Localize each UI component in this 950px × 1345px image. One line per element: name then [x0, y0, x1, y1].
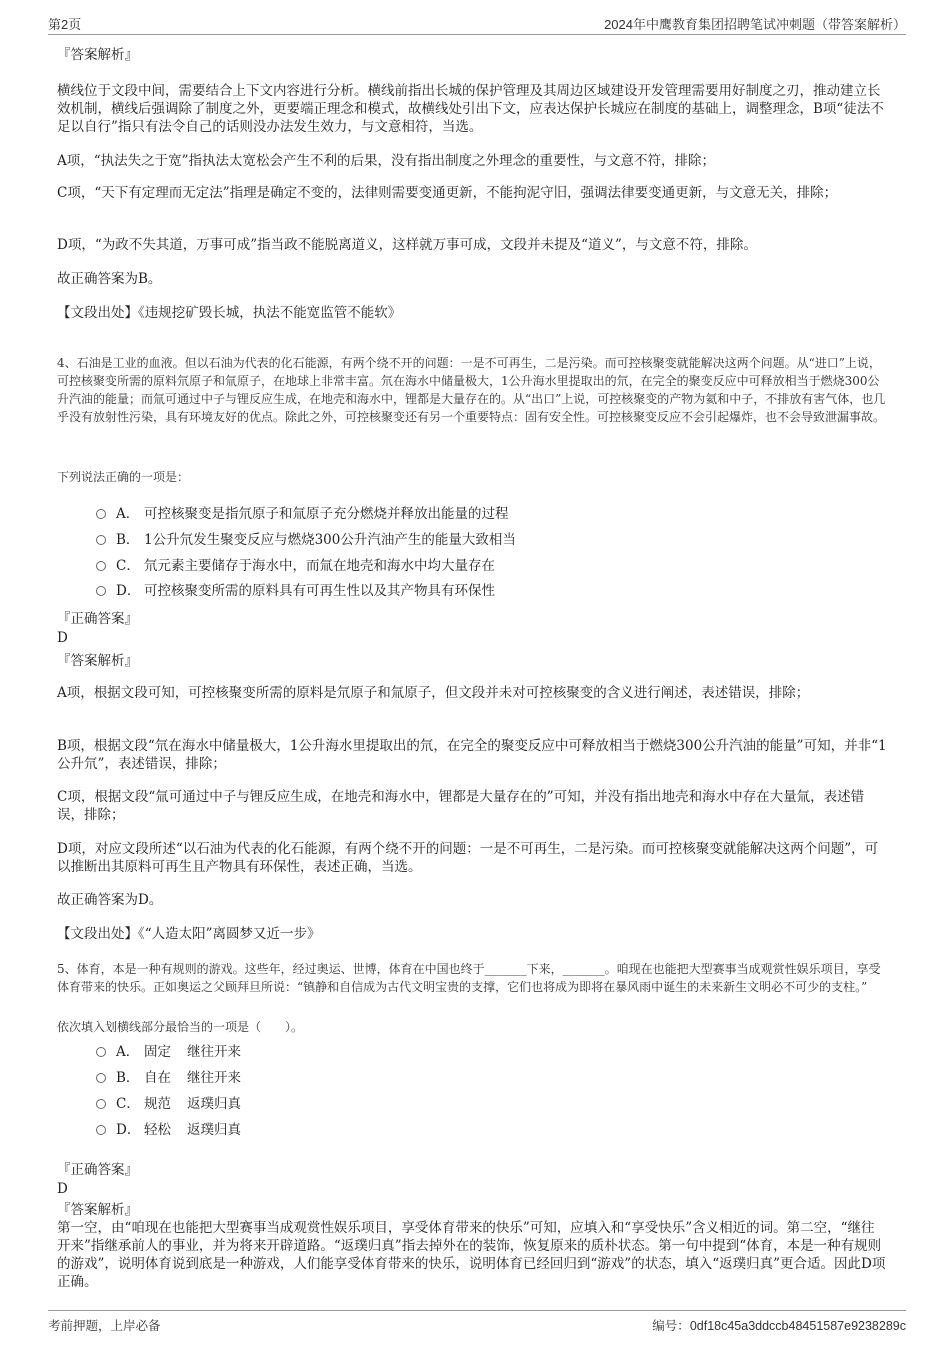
document-title: 2024年中鹰教育集团招聘笔试冲刺题（带答案解析） — [604, 17, 906, 32]
q5-option-b[interactable]: B． 自在 继往开来 — [96, 1069, 241, 1087]
page-footer — [48, 1310, 906, 1339]
q4-analysis-a: A项，根据文段可知，可控核聚变所需的原料是氘原子和氚原子，但文段并未对可控核聚变的含义进行阐述，表述错误，排除； — [57, 685, 810, 701]
q4-analysis-label: 『答案解析』 — [57, 653, 138, 669]
q4-conclusion: 故正确答案为D。 — [57, 892, 163, 908]
q4-source: 【文段出处】《“人造太阳”离圆梦又近一步》 — [57, 926, 321, 942]
q5-option-a[interactable]: A． 固定 继往开来 — [96, 1043, 241, 1061]
radio-icon[interactable] — [96, 1073, 106, 1083]
q4-option-c[interactable]: C． 氘元素主要储存于海水中，而氚在地壳和海水中均大量存在 — [96, 557, 495, 575]
q4-option-b[interactable]: B． 1公升氘发生聚变反应与燃烧300公升汽油产生的能量大致相当 — [96, 531, 516, 549]
q5-prompt: 依次填入划横线部分最恰当的一项是（ ）。 — [57, 1020, 304, 1034]
radio-icon[interactable] — [96, 535, 106, 545]
radio-icon[interactable] — [96, 561, 106, 571]
q3-analysis-main: 横线位于文段中间，需要结合上下文内容进行分析。横线前指出长城的保护管理及其周边区域建设开发管理需要用好制度之刃，推动建立长效机制，横线后强调除了制度之外，更要端正理念和模式，故横线处引出下文，应表达保护长城应在制度的基础上，调整理念，B项“徒法不足以自行”指只有法令自己的话则没办法发生效力，与文意相符，当选。 — [57, 83, 884, 135]
q4-answer-label: 『正确答案』 — [57, 611, 138, 627]
radio-icon[interactable] — [96, 586, 106, 596]
q4-analysis-b: B项，根据文段“氘在海水中储量极大，1公升海水里提取出的氘，在完全的聚变反应中可释放相当于燃烧300公升汽油的能量”可知，并非“1公升氘”，表述错误，排除； — [57, 738, 887, 772]
q3-analysis-c: C项，“天下有定理而无定法”指理是确定不变的，法律则需要变通更新，不能拘泥守旧，强调法律要变通更新，与文意无关，排除； — [57, 185, 838, 201]
code-value: 0df18c45a3ddccb48451587e9238289c — [689, 1319, 906, 1333]
radio-icon[interactable] — [96, 1047, 106, 1057]
radio-icon[interactable] — [96, 509, 106, 519]
q3-conclusion: 故正确答案为B。 — [57, 271, 162, 287]
q3-analysis-d: D项，“为政不失其道，万事可成”指当政不能脱离道义，这样就万事可成，文段并未提及“道义”，与文意不符，排除。 — [57, 237, 757, 253]
q3-analysis-a: A项，“执法失之于宽”指执法太宽松会产生不利的后果，没有指出制度之外理念的重要性，与文意不符，排除； — [57, 153, 716, 169]
q4-analysis-c: C项，根据文段“氚可通过中子与锂反应生成，在地壳和海水中，锂都是大量存在的”可知，并没有指出地壳和海水中存在大量氚，表述错误，排除； — [57, 789, 865, 823]
q5-analysis-label: 『答案解析』 — [57, 1202, 138, 1218]
radio-icon[interactable] — [96, 1099, 106, 1109]
q4-option-a[interactable]: A． 可控核聚变是指氘原子和氚原子充分燃烧并释放出能量的过程 — [96, 505, 509, 523]
q3-analysis-label: 『答案解析』 — [57, 47, 138, 63]
q5-answer: D — [57, 1181, 68, 1197]
q4-stem: 4、石油是工业的血液。但以石油为代表的化石能源，有两个绕不开的问题：一是不可再生，二是污染。而可控核聚变就能解决这两个问题。从“进口”上说，可控核聚变所需的原料氘原子和氚原子，在地球上非常丰富。氘在海水中储量极大，1公升海水里提取出的氘，在完全的聚变反应中可释放相当于燃烧300公升汽油的能量；而氚可通过中子与锂反应生成，在地壳和海水中，锂都是大量存在的。从“出口”上说，可控核聚变的产物为氦和中子，不排放有害气体，也几乎没有放射性污染，具有环境友好的优点。除此之外，可控核聚变还有另一个重要特点：固有安全性。可控核聚变反应不会引起爆炸，也不会导致泄漏事故。 — [57, 356, 886, 424]
q4-answer: D — [57, 630, 68, 646]
q5-option-d[interactable]: D． 轻松 返璞归真 — [96, 1121, 241, 1139]
q4-option-d[interactable]: D． 可控核聚变所需的原料具有可再生性以及其产物具有环保性 — [96, 582, 495, 600]
radio-icon[interactable] — [96, 1125, 106, 1135]
q4-analysis-d: D项，对应文段所述“以石油为代表的化石能源，有两个绕不开的问题：一是不可再生，二是污染。而可控核聚变就能解决这两个问题”，可以推断出其原料可再生且产物具有环保性，表述正确，当选。 — [57, 841, 879, 875]
page-number: 第2页 — [48, 17, 82, 32]
q5-stem: 5、体育，本是一种有规则的游戏。这些年，经过奥运、世博，体育在中国也终于_______下来，_______。咱现在也能把大型赛事当成观赏性娱乐项目，享受体育带来的快乐。正如奥运之父顾拜旦所说：“镇静和自信成为古代文明宝贵的支撑，它们也将成为即将在暴风雨中诞生的未来新生文明必不可少的支柱。” — [57, 962, 881, 994]
q4-prompt: 下列说法正确的一项是： — [57, 470, 190, 484]
q5-analysis: 第一空，由“咱现在也能把大型赛事当成观赏性娱乐项目，享受体育带来的快乐”可知，应填入和“享受快乐”含义相近的词。第二空，“继往开来”指继承前人的事业，并为将来开辟道路。“返璞归真”指去掉外在的装饰，恢复原来的质朴状态。第一句中提到“体育，本是一种有规则的游戏”，说明体育说到底是一种游戏，人们能享受体育带来的快乐，说明体育已经回归到“游戏”的状态，填入“返璞归真”更合适。因此D项正确。 — [57, 1220, 886, 1290]
footer-slogan: 考前押题，上岸必备 — [48, 1319, 161, 1333]
q3-source: 【文段出处】《违规挖矿毁长城，执法不能宽监管不能软》 — [57, 305, 402, 321]
code-label: 编号： — [652, 1319, 690, 1333]
document-code — [652, 1316, 906, 1334]
q5-answer-label: 『正确答案』 — [57, 1162, 138, 1178]
page-header — [48, 12, 906, 35]
q5-option-c[interactable]: C． 规范 返璞归真 — [96, 1095, 241, 1113]
